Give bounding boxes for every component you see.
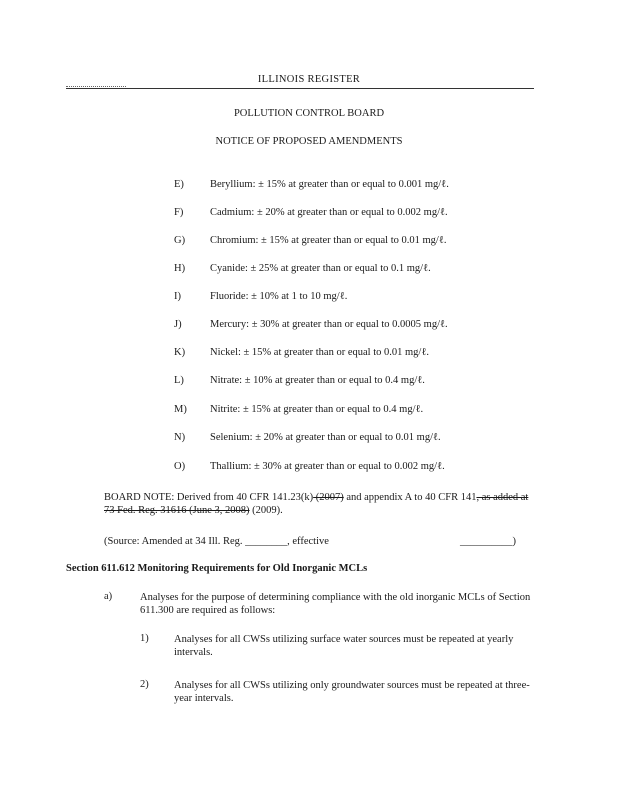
list-item	[174, 235, 447, 246]
list-item	[174, 404, 423, 415]
item-label: K)	[174, 347, 186, 358]
subsection-label: a)	[104, 591, 113, 602]
source-line	[104, 536, 534, 547]
item-label: O)	[174, 461, 186, 472]
board-title: POLLUTION CONTROL BOARD	[233, 108, 385, 119]
item-text: Nitrite: ± 15% at greater than or equal to 0.4 mg/ℓ.	[210, 404, 424, 415]
board-note-deleted: (2007)	[313, 492, 344, 503]
board-note-deleted: , as added at 73 Fed. Reg. 31616 (June 3, 2008)	[104, 492, 529, 516]
list-item	[174, 179, 449, 190]
board-note	[104, 491, 534, 517]
register-rule	[66, 88, 534, 89]
item-label: H)	[174, 263, 186, 274]
source-text: (Source: Amended at 34 Ill. Reg. ________, effective	[104, 536, 329, 547]
item-label: F)	[174, 207, 184, 218]
item-label: N)	[174, 432, 186, 443]
source-tail: __________)	[460, 536, 516, 547]
list-item	[174, 461, 445, 472]
list-item	[174, 291, 347, 302]
item-label: J)	[174, 319, 182, 330]
item-text: Selenium: ± 20% at greater than or equal to 0.01 mg/ℓ.	[210, 432, 441, 443]
register-rule-dash	[66, 86, 126, 87]
section-heading: Section 611.612 Monitoring Requirements for Old Inorganic MCLs	[66, 563, 368, 574]
subitem-label: 1)	[140, 633, 149, 644]
item-text: Chromium: ± 15% at greater than or equal to 0.01 mg/ℓ.	[210, 235, 447, 246]
item-label: L)	[174, 375, 184, 386]
subitem-text: Analyses for all CWSs utilizing surface water sources must be repeated at yearly intervals.	[174, 634, 514, 658]
board-note-text: BOARD NOTE: Derived from 40 CFR 141.23(k)	[104, 492, 314, 503]
item-text: Cadmium: ± 20% at greater than or equal to 0.002 mg/ℓ.	[210, 207, 448, 218]
item-text: Thallium: ± 30% at greater than or equal to 0.002 mg/ℓ.	[210, 461, 445, 472]
item-label: I)	[174, 291, 181, 302]
item-label: G)	[174, 235, 186, 246]
item-label: M)	[174, 404, 187, 415]
item-text: Mercury: ± 30% at greater than or equal to 0.0005 mg/ℓ.	[210, 319, 448, 330]
item-text: Nickel: ± 15% at greater than or equal to 0.01 mg/ℓ.	[210, 347, 429, 358]
board-note-text: (2009).	[249, 505, 283, 516]
item-text: Cyanide: ± 25% at greater than or equal to 0.1 mg/ℓ.	[210, 263, 431, 274]
list-item	[174, 432, 441, 443]
item-text: Nitrate: ± 10% at greater than or equal to 0.4 mg/ℓ.	[210, 375, 425, 386]
subsection-text: Analyses for the purpose of determining compliance with the old inorganic MCLs of Section 611.300 are required as follows:	[140, 592, 531, 616]
list-item	[174, 207, 448, 218]
item-text: Beryllium: ± 15% at greater than or equal to 0.001 mg/ℓ.	[210, 179, 449, 190]
list-item	[174, 375, 425, 386]
item-label: E)	[174, 179, 184, 190]
list-item	[174, 263, 431, 274]
list-item	[174, 347, 429, 358]
board-note-text: and appendix A to 40 CFR 141	[343, 492, 477, 503]
subitem-text: Analyses for all CWSs utilizing only groundwater sources must be repeated at three-year intervals.	[174, 680, 530, 704]
notice-title: NOTICE OF PROPOSED AMENDMENTS	[215, 136, 403, 147]
subitem-label: 2)	[140, 679, 149, 690]
list-item	[174, 319, 448, 330]
item-text: Fluoride: ± 10% at 1 to 10 mg/ℓ.	[210, 291, 348, 302]
register-title: ILLINOIS REGISTER	[257, 74, 361, 85]
